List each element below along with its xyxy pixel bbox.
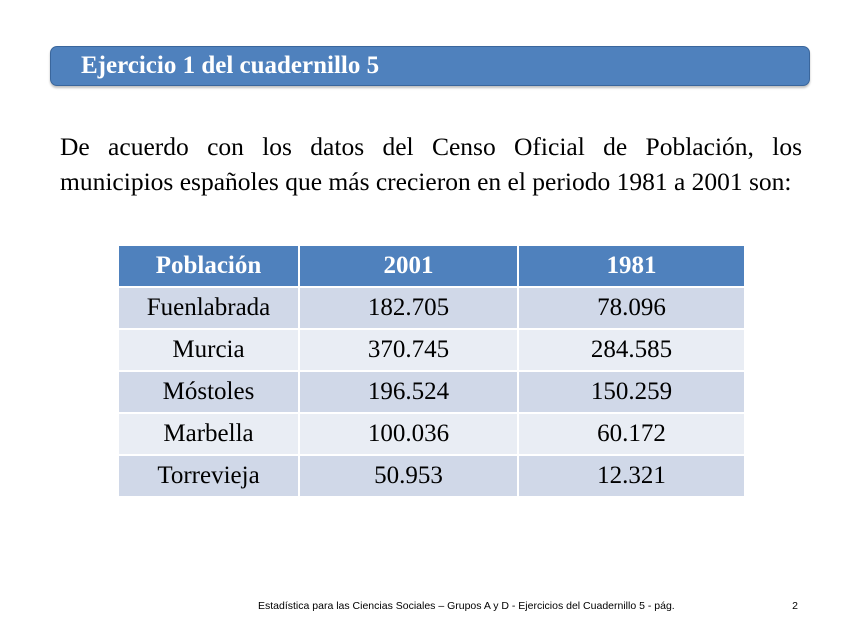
cell-1981: 150.259	[518, 371, 745, 413]
cell-municipio: Móstoles	[118, 371, 299, 413]
population-table	[117, 244, 746, 498]
cell-2001: 100.036	[299, 413, 518, 455]
cell-2001: 196.524	[299, 371, 518, 413]
cell-municipio: Fuenlabrada	[118, 287, 299, 329]
footer-text: Estadística para las Ciencias Sociales – Grupos A y D - Ejercicios del Cuadernillo 5 - pág.	[258, 600, 675, 612]
cell-municipio: Torrevieja	[118, 455, 299, 497]
cell-2001: 182.705	[299, 287, 518, 329]
page-number: 2	[792, 600, 798, 612]
header-1981: 1981	[518, 245, 745, 287]
slide-title: Ejercicio 1 del cuadernillo 5	[81, 52, 380, 79]
table-header-row	[118, 245, 745, 287]
cell-1981: 60.172	[518, 413, 745, 455]
cell-1981: 284.585	[518, 329, 745, 371]
intro-paragraph: De acuerdo con los datos del Censo Oficial de Población, los municipios españoles que más crecieron en el periodo 1981 a 2001 son:	[60, 132, 802, 196]
cell-1981: 78.096	[518, 287, 745, 329]
header-2001: 2001	[299, 245, 518, 287]
cell-municipio: Marbella	[118, 413, 299, 455]
table-row	[118, 329, 745, 371]
footer	[258, 600, 798, 612]
table-row	[118, 413, 745, 455]
cell-2001: 50.953	[299, 455, 518, 497]
cell-municipio: Murcia	[118, 329, 299, 371]
table-row	[118, 371, 745, 413]
header-poblacion: Población	[118, 245, 299, 287]
table-row	[118, 287, 745, 329]
cell-1981: 12.321	[518, 455, 745, 497]
title-bar	[50, 46, 810, 86]
table-row	[118, 455, 745, 497]
cell-2001: 370.745	[299, 329, 518, 371]
